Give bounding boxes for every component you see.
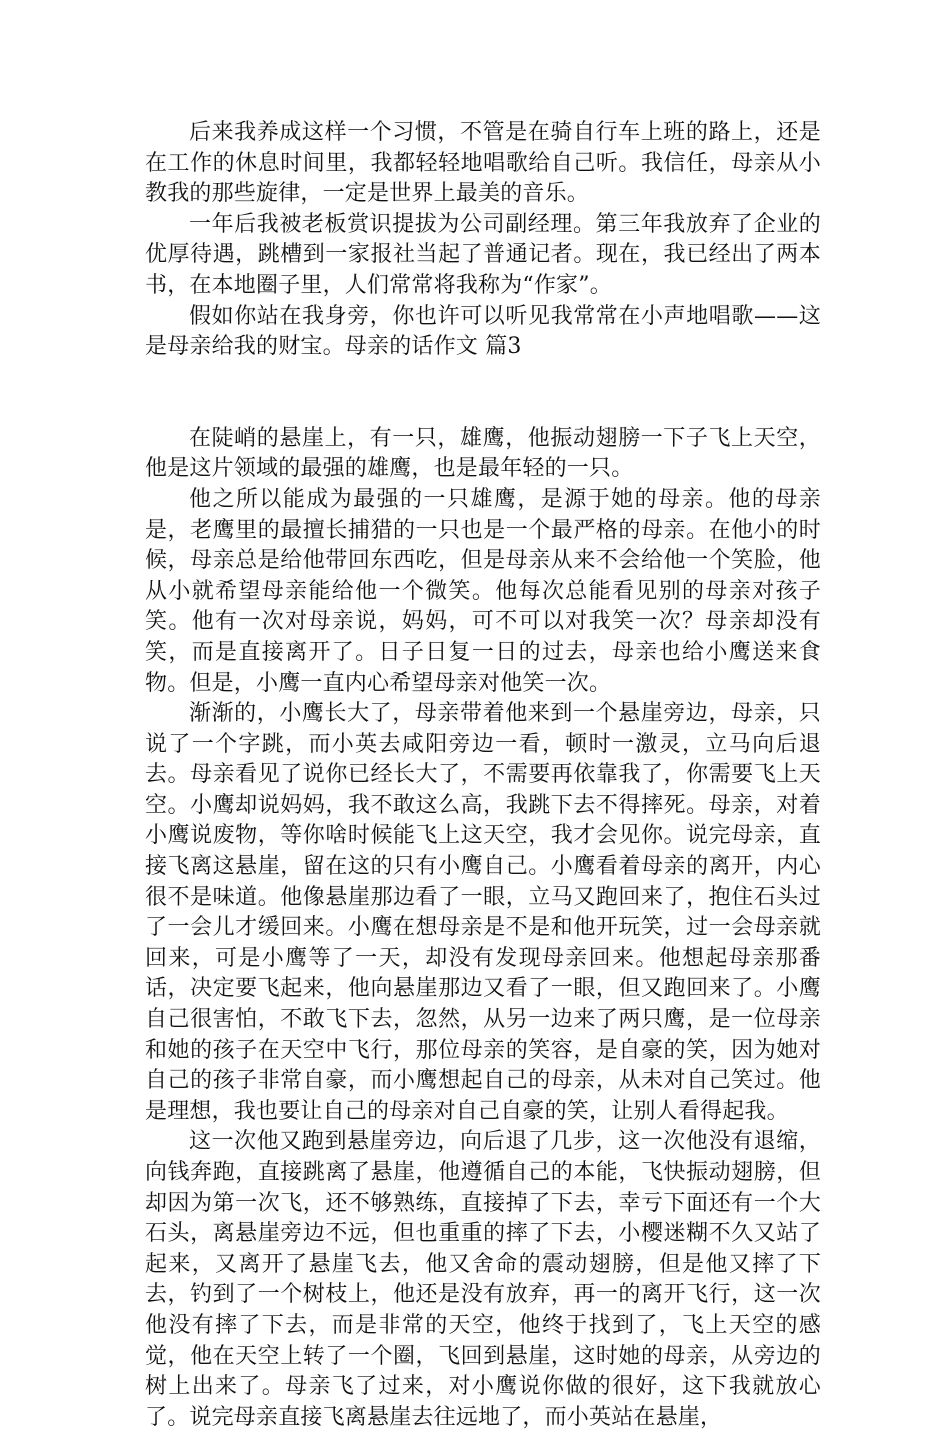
section-gap [145, 363, 821, 424]
paragraph-eagle-intro: 在陡峭的悬崖上，有一只，雄鹰，他振动翅膀一下子飞上天空，他是这片领域的最强的雄鹰，也是最年轻的一只。 [145, 425, 821, 482]
paragraph-eagle-mother: 他之所以能成为最强的一只雄鹰，是源于她的母亲。他的母亲是，老鹰里的最擅长捕猎的一只也是一个最严格的母亲。在他小的时候，母亲总是给他带回东西吃，但是母亲从来不会给他一个笑脸，他从小就希望母亲能给他一个微笑。他每次总能看见别的母亲对孩子笑。他有一次对母亲说，妈妈，可不可以对我笑一次？母亲却没有笑，而是直接离开了。日子日复一日的过去，母亲也给小鹰送来食物。但是，小鹰一直内心希望母亲对他笑一次。 [145, 486, 821, 696]
paragraph-treasure: 假如你站在我身旁，你也许可以听见我常常在小声地唱歌——这是母亲给我的财宝。母亲的话作文 篇3 [145, 303, 821, 360]
paragraph-eagle-flight: 这一次他又跑到悬崖旁边，向后退了几步，这一次他没有退缩，向钱奔跑，直接跳离了悬崖，他遵循自己的本能，飞快振动翅膀，但却因为第一次飞，还不够熟练，直接掉了下去，幸亏下面还有一个大石头，离悬崖旁边不远，但也重重的摔了下去，小樱迷糊不久又站了起来，又离开了悬崖飞去，他又舍命的震动翅膀，但是他又摔了下去，钓到了一个树枝上，他还是没有放弃，再一的离开飞行，这一次他没有摔了下去，而是非常的天空，他终于找到了，飞上天空的感觉，他在天空上转了一个圈，飞回到悬崖，这时她的母亲，从旁边的树上出来了。母亲飞了过来，对小鹰说你做的很好，这下我就放心了。说完母亲直接飞离悬崖去往远地了，而小英站在悬崖， [145, 1129, 821, 1430]
paragraph-eagle-cliff: 渐渐的，小鹰长大了，母亲带着他来到一个悬崖旁边，母亲，只说了一个字跳，而小英去咸阳旁边一看，顿时一激灵，立马向后退去。母亲看见了说你已经长大了，不需要再依靠我了，你需要飞上天空。小鹰却说妈妈，我不敢这么高，我跳下去不得摔死。母亲，对着小鹰说废物，等你啥时候能飞上这天空，我才会见你。说完母亲，直接飞离这悬崖，留在这的只有小鹰自己。小鹰看着母亲的离开，内心很不是味道。他像悬崖那边看了一眼，立马又跑回来了，抱住石头过了一会儿才缓回来。小鹰在想母亲是不是和他开玩笑，过一会母亲就回来，可是小鹰等了一天，却没有发现母亲回来。他想起母亲那番话，决定要飞起来，他向悬崖那边又看了一眼，但又跑回来了。小鹰自己很害怕，不敢飞下去，忽然，从另一边来了两只鹰，是一位母亲和她的孩子在天空中飞行，那位母亲的笑容，是自豪的笑，因为她对自己的孩子非常自豪，而小鹰想起自己的母亲，从未对自己笑过。他是理想，我也要让自己的母亲对自己自豪的笑，让别人看得起我。 [145, 701, 821, 1124]
paragraph-promotion: 一年后我被老板赏识提拔为公司副经理。第三年我放弃了企业的优厚待遇，跳槽到一家报社当起了普通记者。现在，我已经出了两本书，在本地圈子里，人们常常将我称为“作家”。 [145, 211, 821, 298]
text-column [145, 118, 821, 1433]
paragraph-habit: 后来我养成这样一个习惯，不管是在骑自行车上班的路上，还是在工作的休息时间里，我都轻轻地唱歌给自己听。我信任，母亲从小教我的那些旋律，一定是世界上最美的音乐。 [145, 120, 821, 207]
